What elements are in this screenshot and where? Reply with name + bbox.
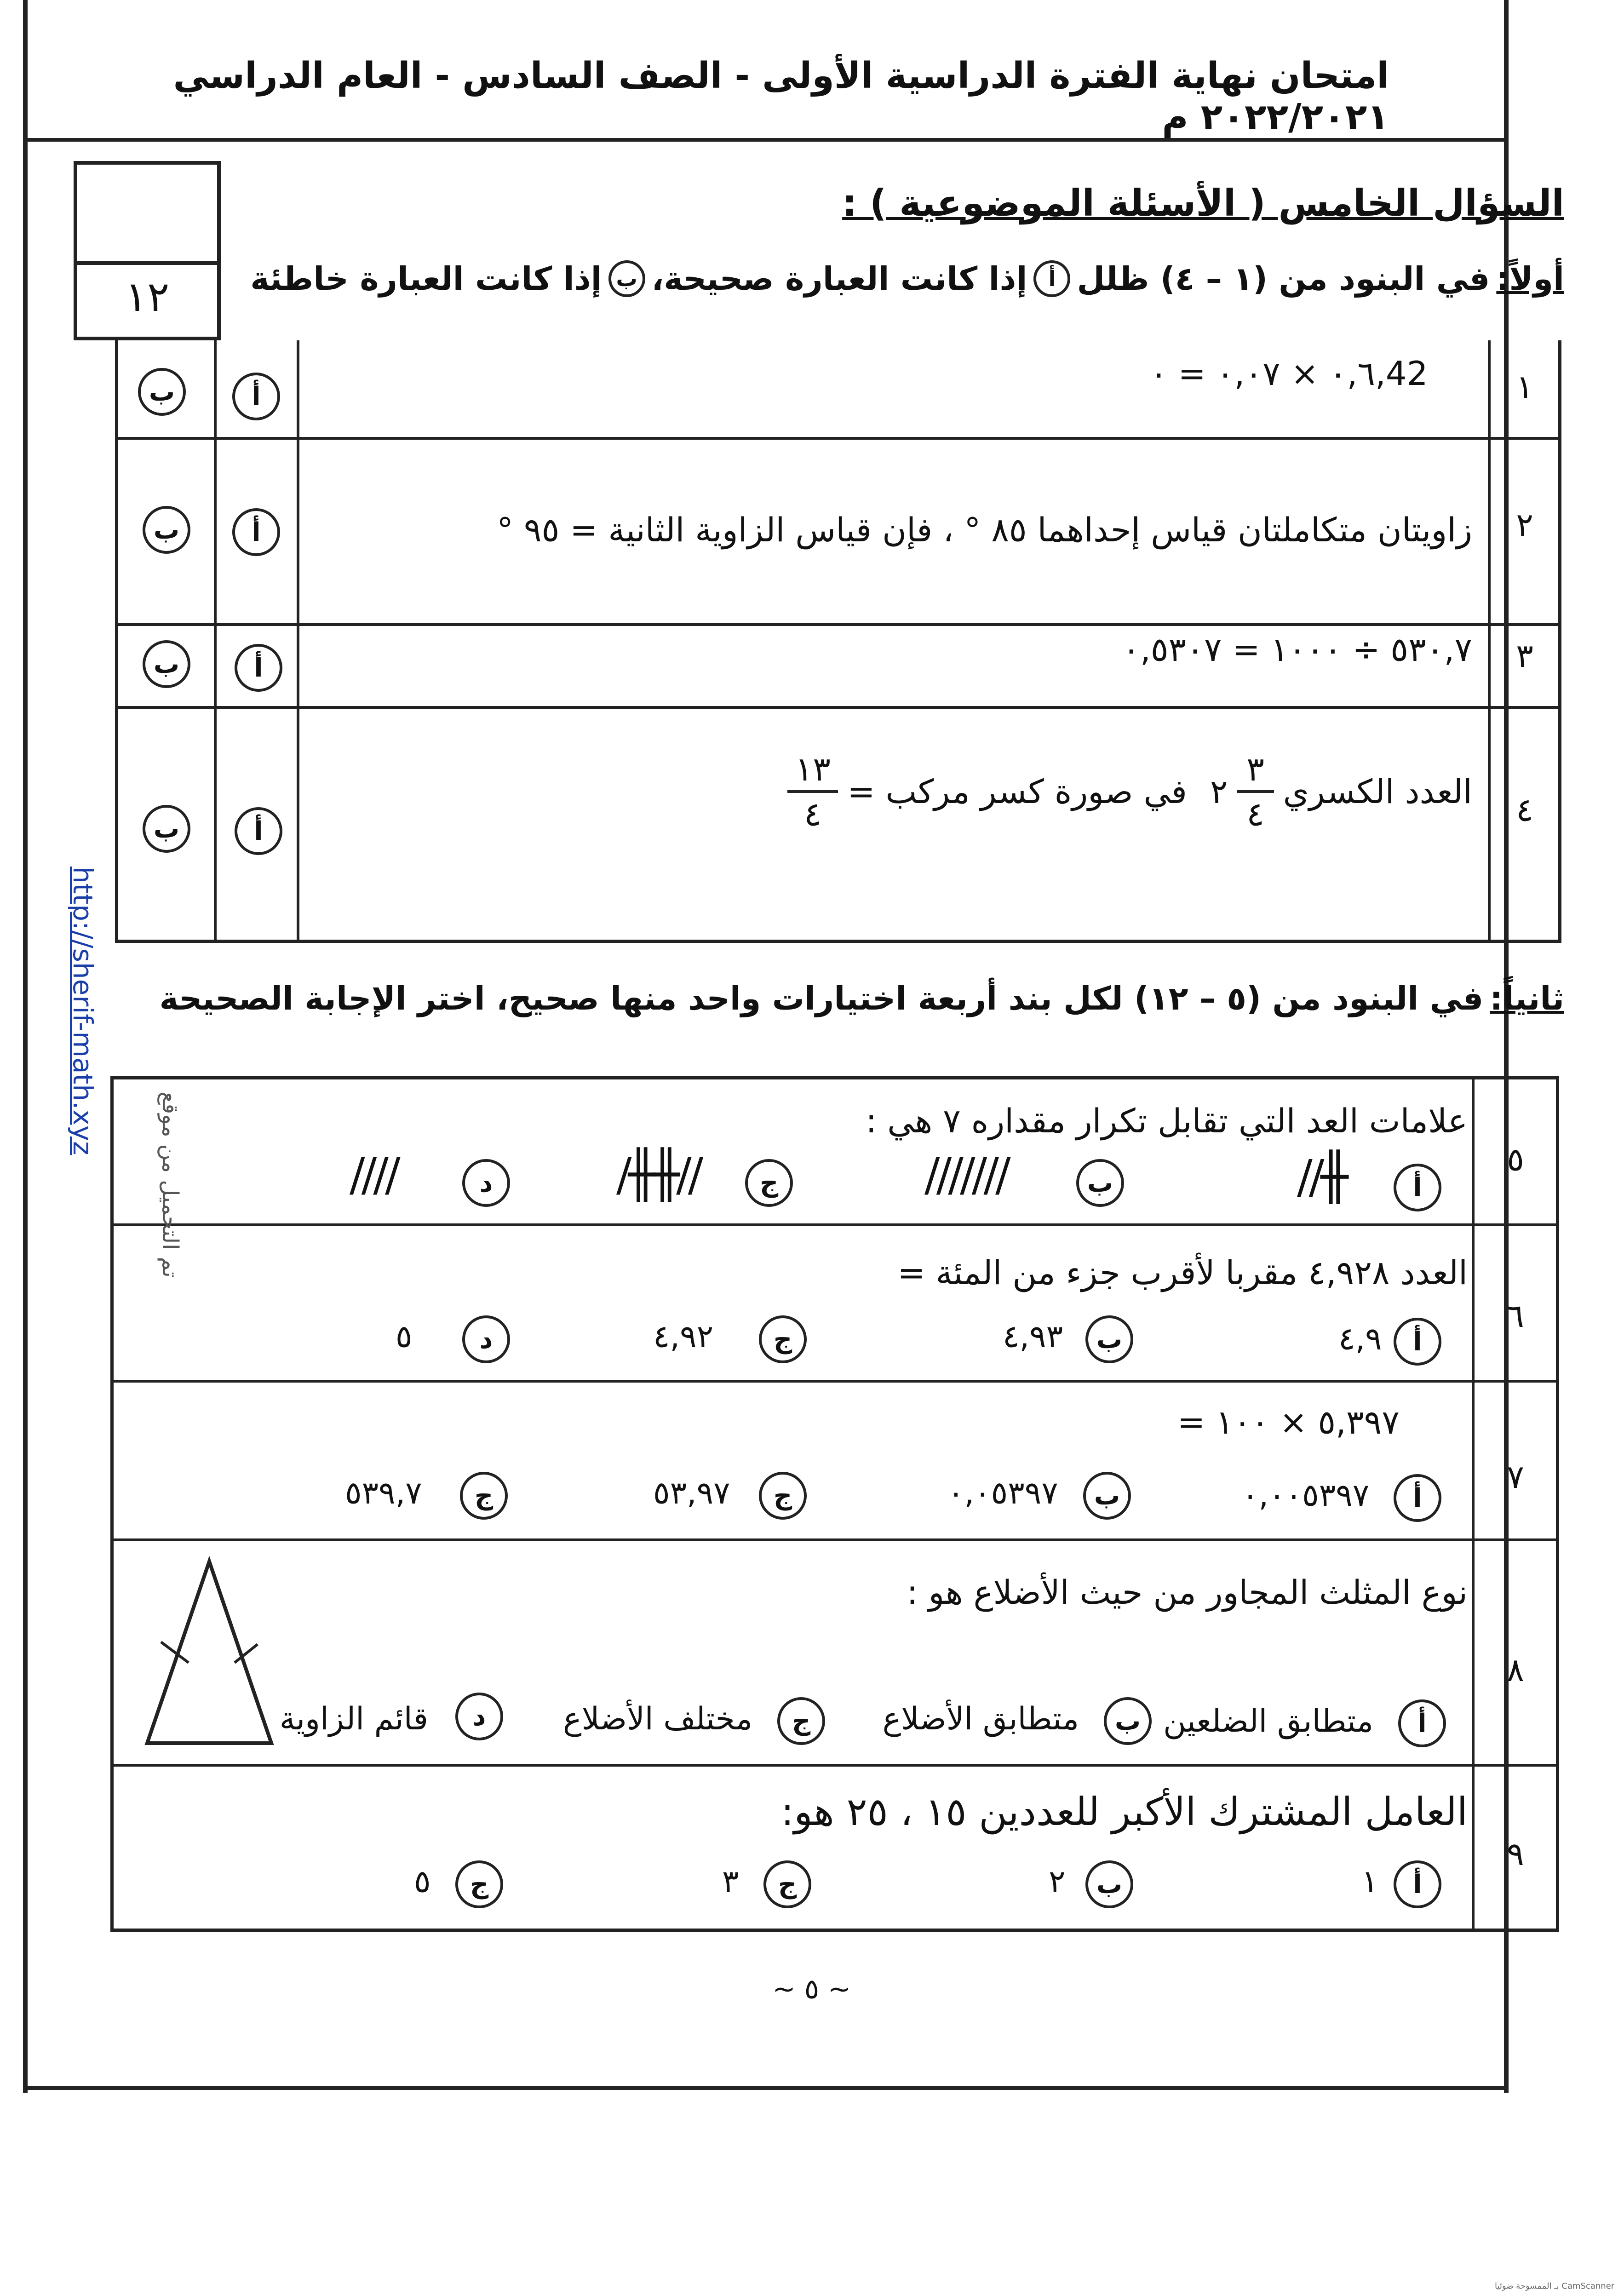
part2-text: في البنود من (٥ – ١٢) لكل بند أربعة اختيارات واحد منها صحيح، اختر الإجابة الصحيحة: [159, 980, 1484, 1017]
tf-item-text: زاويتان متكاملتان قياس إحداهما ٨٥ ° ، فإن قياس الزاوية الثانية = ٩٥ °: [497, 511, 1472, 549]
part1-text-c: إذا كانت العبارة خاطئة: [250, 260, 602, 298]
option-d-marker[interactable]: ج: [455, 1860, 503, 1908]
fraction-denominator: ٤: [1246, 795, 1264, 833]
option-c-marker[interactable]: ج: [759, 1472, 807, 1520]
tf-col-divider-1: [214, 340, 217, 943]
option-d-text: ٥٣٩,٧: [345, 1475, 422, 1511]
fraction-numerator: ٣: [1246, 750, 1264, 788]
mc-question: ٥,٣٩٧ × ١٠٠ =: [1177, 1403, 1400, 1441]
tf-option-a[interactable]: أ: [235, 644, 282, 692]
part2-instruction: [160, 980, 1564, 1017]
tally-option-b: ///////: [924, 1148, 1007, 1201]
improper-label: في صورة كسر مركب =: [847, 772, 1187, 811]
tf-row-divider: [115, 437, 1561, 440]
tf-row-divider: [115, 623, 1561, 626]
section-title: السؤال الخامس ( الأسئلة الموضوعية ) :: [842, 182, 1564, 224]
mc-question: علامات العد التي تقابل تكرار مقداره ٧ هي :: [866, 1102, 1468, 1140]
mixed-fraction: [1237, 750, 1274, 833]
part1-text-a: في البنود من (١ – ٤) ظلل: [1077, 260, 1490, 298]
tf-option-a[interactable]: أ: [232, 508, 280, 556]
tf-option-a[interactable]: أ: [235, 807, 282, 855]
mixed-whole: ٢: [1210, 772, 1228, 811]
option-c-text: ٥٣,٩٧: [653, 1475, 730, 1511]
tf-col-divider-3: [1488, 340, 1491, 943]
option-d-text: قائم الزاوية: [279, 1701, 428, 1737]
tf-option-b[interactable]: ب: [143, 506, 190, 554]
option-b-marker[interactable]: ب: [1104, 1697, 1152, 1745]
option-c-marker[interactable]: ج: [777, 1697, 825, 1745]
header-divider: [28, 138, 1504, 142]
page-number: ~ ٥ ~: [772, 1973, 851, 2005]
option-c-text: مختلف الأضلاع: [563, 1701, 752, 1737]
option-a-text: ١: [1361, 1864, 1378, 1900]
tf-item-number: ٤: [1516, 791, 1533, 829]
option-d-text: ٥: [396, 1319, 413, 1355]
option-b-text: ٠,٠٥٣٩٧: [947, 1475, 1058, 1511]
tf-col-divider-2: [297, 340, 299, 943]
option-a-text: ٠,٠٠٥٣٩٧: [1242, 1477, 1370, 1514]
option-c-text: ٤,٩٢: [653, 1319, 714, 1355]
option-b-text: ٤,٩٣: [1003, 1319, 1063, 1355]
option-b-marker[interactable]: ب: [1083, 1472, 1131, 1520]
mc-row-divider: [110, 1223, 1559, 1226]
mc-item-number: ٦: [1507, 1297, 1524, 1335]
part1-label: أولاً:: [1496, 260, 1564, 298]
tally-option-a: ╫//: [1297, 1150, 1345, 1204]
option-c-marker[interactable]: ج: [763, 1860, 811, 1908]
mc-item-number: ٩: [1507, 1835, 1524, 1873]
option-b-text: متطابق الأضلاع: [882, 1701, 1079, 1737]
option-d-marker[interactable]: د: [455, 1693, 503, 1740]
option-d-text: ٥: [414, 1864, 431, 1900]
option-b-text: ٢: [1049, 1864, 1066, 1900]
mc-item-number: ٥: [1507, 1141, 1524, 1178]
option-d-marker[interactable]: د: [462, 1159, 510, 1207]
choice-a-symbol: أ: [1033, 260, 1070, 297]
mc-row-divider: [110, 1764, 1559, 1767]
option-a-text: متطابق الضلعين: [1163, 1703, 1373, 1739]
mc-row-divider: [110, 1538, 1559, 1541]
choice-b-symbol: ب: [608, 260, 645, 297]
tf-item-text-row4: [778, 750, 1472, 833]
option-d-marker[interactable]: ج: [460, 1472, 508, 1520]
tf-item-number: ٢: [1516, 506, 1533, 544]
tally-option-d: ////: [350, 1148, 397, 1201]
option-a-marker[interactable]: أ: [1394, 1860, 1441, 1908]
scanner-mark: CamScanner بـ الممسوحة ضوئيا: [1495, 2281, 1615, 2291]
tf-option-b[interactable]: ب: [138, 368, 186, 416]
option-d-marker[interactable]: د: [462, 1315, 510, 1363]
tf-row-divider: [115, 706, 1561, 709]
side-link[interactable]: http://sherif-math.xyz: [67, 867, 98, 1155]
mc-question: العامل المشترك الأكبر للعددين ١٥ ، ٢٥ هو:: [780, 1789, 1468, 1834]
page-frame-bottom: [23, 2086, 1509, 2090]
option-b-marker[interactable]: ب: [1085, 1860, 1133, 1908]
tf-item-number: ٣: [1516, 637, 1533, 675]
option-c-text: ٣: [722, 1864, 739, 1900]
mc-item-number: ٧: [1507, 1458, 1524, 1496]
option-a-marker[interactable]: أ: [1398, 1699, 1446, 1747]
mc-item-number: ٨: [1507, 1651, 1524, 1689]
score-box: [74, 161, 221, 340]
part1-instruction: [250, 260, 1564, 298]
tf-option-a[interactable]: أ: [232, 373, 280, 420]
mc-question: العدد ٤,٩٢٨ مقربا لأقرب جزء من المئة =: [897, 1253, 1468, 1292]
option-a-marker[interactable]: أ: [1394, 1164, 1441, 1211]
option-a-marker[interactable]: أ: [1394, 1318, 1441, 1366]
tf-option-b[interactable]: ب: [143, 640, 190, 688]
option-c-marker[interactable]: ج: [759, 1315, 807, 1363]
tf-item-text: ٥٣٠,٧ ÷ ١٠٠٠ = ٠,٥٣٠٧: [1122, 630, 1472, 669]
exam-title: امتحان نهاية الفترة الدراسية الأولى - الصف السادس - العام الدراسي ٢٠٢٢/٢٠٢١ م: [173, 55, 1389, 138]
page-frame-left: [23, 0, 28, 2093]
tf-option-b[interactable]: ب: [143, 805, 190, 853]
mc-col-divider: [1472, 1076, 1475, 1932]
tf-item-text: ٠,٦ × ٠,٠٧ = ٠,42: [1150, 354, 1428, 393]
option-a-text: ٤,٩: [1338, 1321, 1382, 1357]
isosceles-triangle-figure: [133, 1555, 281, 1748]
option-b-marker[interactable]: ب: [1076, 1159, 1124, 1207]
mc-row-divider: [110, 1380, 1559, 1383]
improper-fraction: [787, 750, 838, 833]
tally-option-c: //╫╫/: [616, 1148, 700, 1201]
mc-question: نوع المثلث المجاور من حيث الأضلاع هو :: [907, 1573, 1468, 1612]
score-value: ١٢: [125, 273, 170, 321]
option-a-marker[interactable]: أ: [1394, 1474, 1441, 1522]
option-b-marker[interactable]: ب: [1085, 1315, 1133, 1363]
option-c-marker[interactable]: ج: [745, 1159, 793, 1207]
fraction-denominator: ٤: [803, 795, 822, 833]
part2-label: ثانياً:: [1490, 980, 1564, 1017]
side-note: تم التحميل من موقع: [157, 1091, 183, 1278]
tf-item-number: ١: [1516, 368, 1533, 406]
fraction-numerator: ١٣: [795, 750, 831, 788]
part1-text-b: إذا كانت العبارة صحيحة،: [651, 260, 1027, 298]
mixed-number-label: العدد الكسري: [1283, 772, 1472, 811]
